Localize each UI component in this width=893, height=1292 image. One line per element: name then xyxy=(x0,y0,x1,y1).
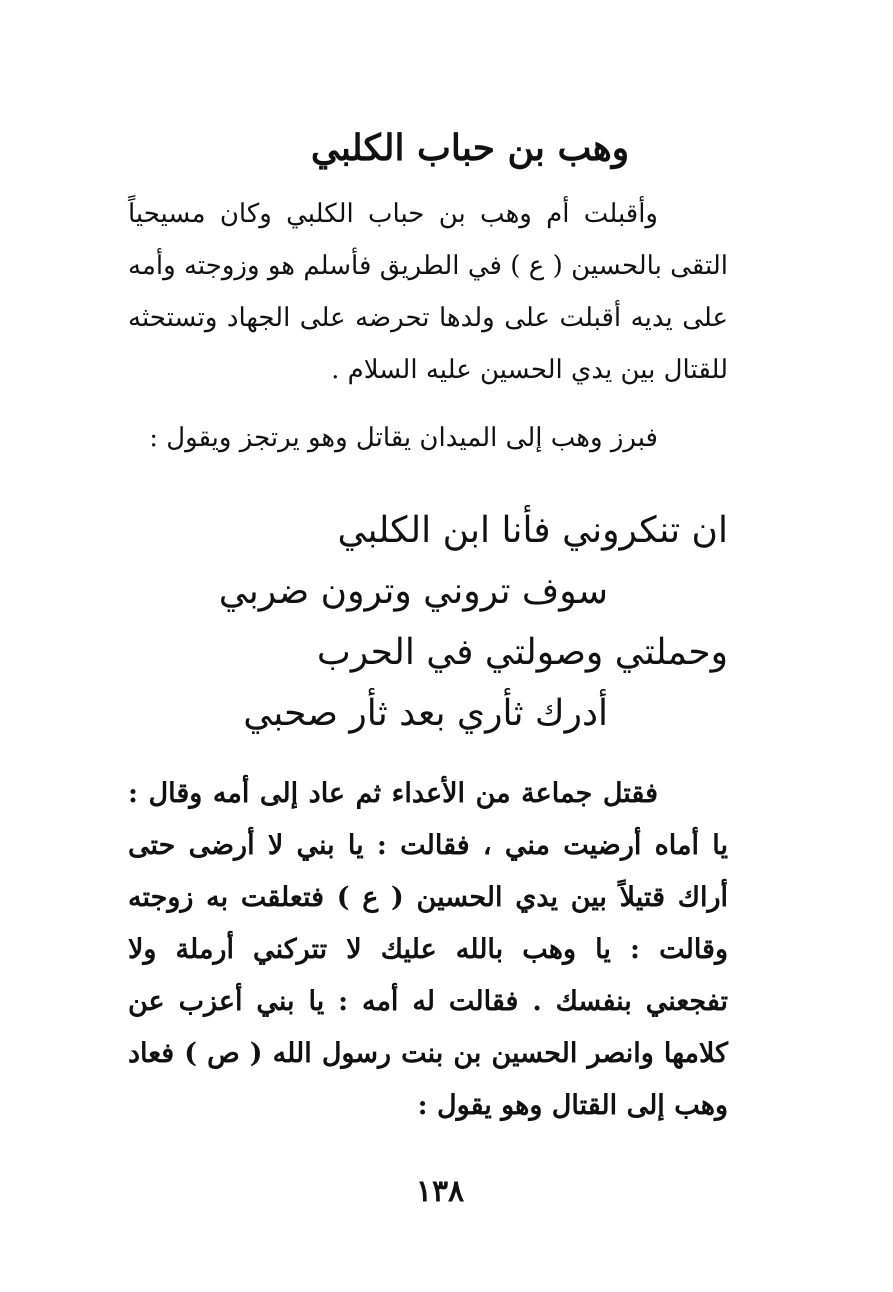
story-text: فقتل جماعة من الأعداء ثم عاد إلى أمه وقال : يا أماه أرضيت مني ، فقالت : يا بني لا أرضى حتى أراك قتيلاً بين يدي الحسين ( ع ) فتعلقت به زوجته وقالت : يا وهب بالله عليك لا تتركني أرملة ولا تفجعني بنفسك . فقالت له أمه : يا بني أعزب عن كلامها وانصر الحسين بن بنت رسول الله ( ص ) فعاد وهب إلى القتال وهو يقول : xyxy=(128,778,728,1121)
poem-block xyxy=(128,500,728,744)
intro-text: وأقبلت أم وهب بن حباب الكلبي وكان مسيحياً التقى بالحسين ( ع ) في الطريق فأسلم هو وزوجته وأمه على يديه أقبلت على ولدها تحرضه على الجهاد وتستحثه للقتال بين يدي الحسين عليه السلام . xyxy=(128,199,728,385)
section-title: وهب بن حباب الكلبي xyxy=(310,127,630,169)
poem-line-3: وحملتي وصولتي في الحرب xyxy=(316,632,728,673)
poem-line-1: ان تنكروني فأنا ابن الكلبي xyxy=(337,510,728,551)
poem-line-2: سوف تروني وترون ضربي xyxy=(218,571,608,612)
intro-paragraph xyxy=(128,188,728,396)
page-number: ١٣٨ xyxy=(415,1174,465,1209)
story-paragraph xyxy=(128,768,728,1132)
poem-line-4: أدرك ثأري بعد ثأر صحبي xyxy=(243,693,608,734)
lead-in-text: فبرز وهب إلى الميدان يقاتل وهو يرتجز ويقول : xyxy=(149,423,658,453)
